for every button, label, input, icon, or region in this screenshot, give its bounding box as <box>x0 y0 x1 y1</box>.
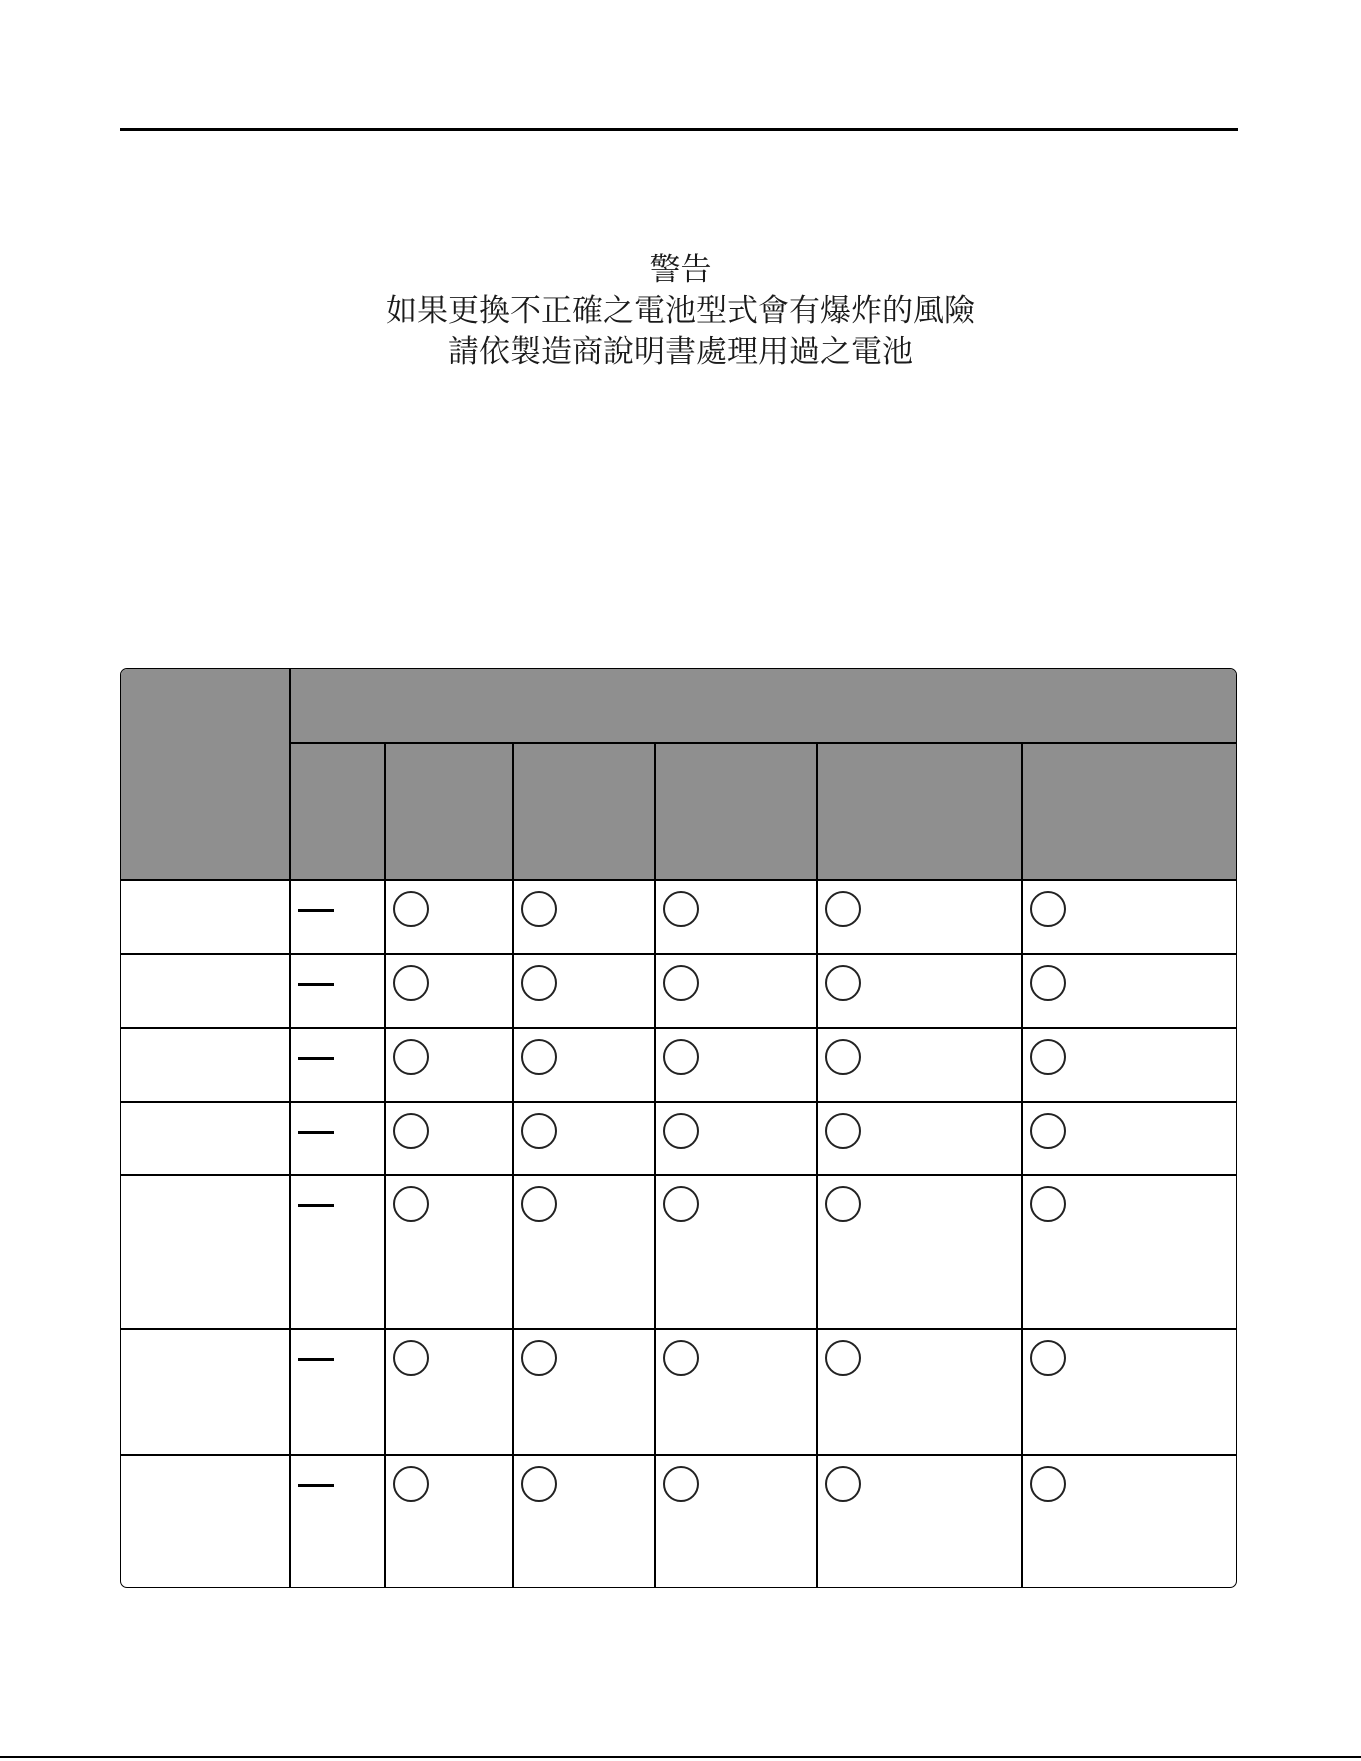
battery-warning <box>0 250 1361 373</box>
table-subheader-cell <box>291 744 385 879</box>
warning-line-2: 請依製造商說明書處理用過之電池 <box>448 334 913 370</box>
circle-icon <box>825 1113 861 1149</box>
circle-icon <box>663 1113 699 1149</box>
table-column-divider <box>816 743 818 1588</box>
circle-icon <box>521 1113 557 1149</box>
circle-icon <box>1030 1039 1066 1075</box>
em-dash-icon <box>298 1204 334 1207</box>
circle-icon <box>521 1466 557 1502</box>
warning-line-1: 如果更換不正確之電池型式會有爆炸的風險 <box>386 293 975 329</box>
circle-icon <box>393 965 429 1001</box>
circle-icon <box>521 1186 557 1222</box>
circle-icon <box>521 1039 557 1075</box>
circle-icon <box>825 965 861 1001</box>
circle-icon <box>663 965 699 1001</box>
circle-icon <box>521 1340 557 1376</box>
table-subheader-cell <box>1023 744 1238 879</box>
circle-icon <box>521 965 557 1001</box>
circle-icon <box>825 1039 861 1075</box>
circle-icon <box>1030 1186 1066 1222</box>
em-dash-icon <box>298 1057 334 1060</box>
table-subheader-cell <box>386 744 513 879</box>
circle-icon <box>393 1186 429 1222</box>
circle-icon <box>393 1340 429 1376</box>
circle-icon <box>393 1039 429 1075</box>
table-subheader-cell <box>818 744 1022 879</box>
circle-icon <box>663 891 699 927</box>
table-header-substances <box>290 669 1236 743</box>
table-row-divider <box>121 1174 1236 1176</box>
circle-icon <box>1030 1113 1066 1149</box>
circle-icon <box>393 1113 429 1149</box>
em-dash-icon <box>298 909 334 912</box>
circle-icon <box>1030 1466 1066 1502</box>
circle-icon <box>1030 965 1066 1001</box>
top-horizontal-rule <box>120 128 1238 131</box>
em-dash-icon <box>298 983 334 986</box>
warning-title: 警告 <box>649 252 712 288</box>
em-dash-icon <box>298 1484 334 1487</box>
table-header-part-name <box>121 669 289 879</box>
hazardous-substances-table <box>120 668 1237 1588</box>
table-row-divider <box>121 1101 1236 1103</box>
circle-icon <box>393 891 429 927</box>
table-column-divider <box>289 669 291 1588</box>
circle-icon <box>825 1186 861 1222</box>
em-dash-icon <box>298 1131 334 1134</box>
circle-icon <box>825 1340 861 1376</box>
table-column-divider <box>654 743 656 1588</box>
table-subheader-cell <box>656 744 817 879</box>
table-column-divider <box>384 743 386 1588</box>
table-row-divider <box>121 1454 1236 1456</box>
circle-icon <box>393 1466 429 1502</box>
table-header-divider <box>289 742 1236 744</box>
table-row-divider <box>121 1027 1236 1029</box>
circle-icon <box>1030 1340 1066 1376</box>
circle-icon <box>1030 891 1066 927</box>
circle-icon <box>663 1039 699 1075</box>
circle-icon <box>663 1186 699 1222</box>
em-dash-icon <box>298 1358 334 1361</box>
circle-icon <box>825 891 861 927</box>
circle-icon <box>825 1466 861 1502</box>
table-row-divider <box>121 879 1236 881</box>
bottom-horizontal-rule <box>0 1756 1361 1758</box>
table-column-divider <box>512 743 514 1588</box>
circle-icon <box>663 1466 699 1502</box>
table-row-divider <box>121 1328 1236 1330</box>
table-row-divider <box>121 953 1236 955</box>
table-column-divider <box>1021 743 1023 1588</box>
circle-icon <box>521 891 557 927</box>
circle-icon <box>663 1340 699 1376</box>
table-subheader-cell <box>514 744 655 879</box>
